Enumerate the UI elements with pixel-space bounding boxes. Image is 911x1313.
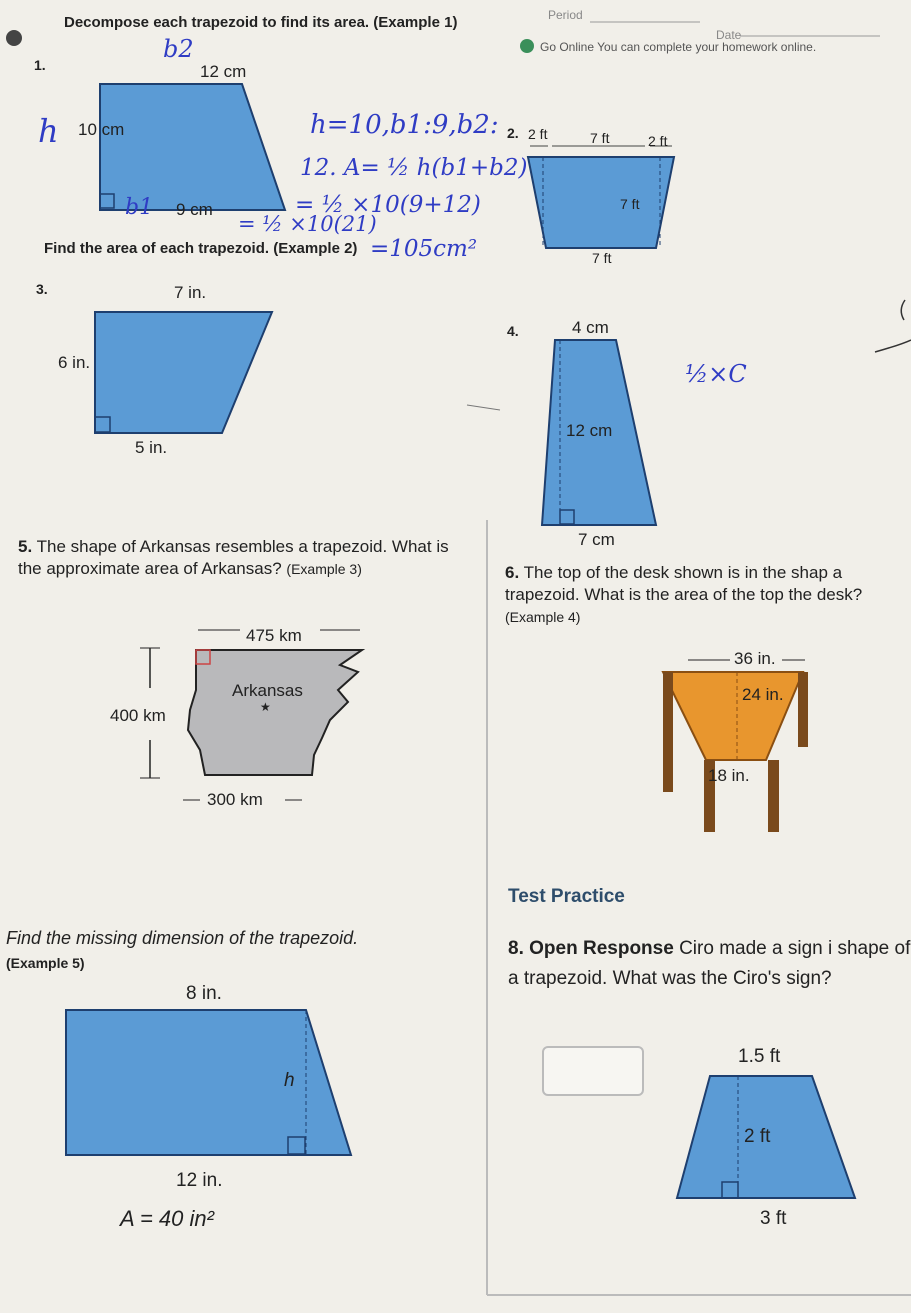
p8-bottom-label: 3 ft <box>760 1208 787 1229</box>
p2-bottom-label: 7 ft <box>592 250 612 266</box>
p3-height-label: 6 in. <box>58 353 91 372</box>
handwriting-line4: = ½ ×10(21) <box>238 212 377 236</box>
p3-top-label: 7 in. <box>174 283 207 302</box>
p2-mid-label: 7 ft <box>590 130 610 146</box>
p3-trapezoid <box>95 312 272 433</box>
handwriting-line1: h=10,b1:9,b2: <box>310 110 499 140</box>
p6-example: (Example 4) <box>505 609 581 625</box>
p7-example: (Example 5) <box>6 955 85 971</box>
handwriting-line2: 12. A= ½ h(b1+b2) <box>300 155 528 181</box>
problem-number: 8. <box>508 938 524 959</box>
p8-question <box>508 934 911 1029</box>
handwriting-line3: = ½ ×10(9+12) <box>295 192 481 218</box>
p6-text: The top of the desk shown is in the shap a trapezoid. What is the area of the top the desk? <box>505 563 863 604</box>
p8-height-label: 2 ft <box>744 1126 771 1147</box>
p6-height-label: 24 in. <box>742 685 784 704</box>
p4-bottom-label: 7 cm <box>578 530 615 549</box>
desk-leg-left <box>663 672 673 792</box>
handwriting-line5: =105cm² <box>370 236 478 262</box>
answer-box[interactable] <box>542 1046 644 1096</box>
date-label: Date <box>716 28 742 42</box>
p2-trapezoid <box>528 157 674 248</box>
p6-question <box>505 562 905 632</box>
handwriting-h: h <box>38 112 59 150</box>
p5-example: (Example 3) <box>286 561 362 577</box>
p5-question <box>18 536 458 580</box>
p1-height-label: 10 cm <box>78 120 125 139</box>
p3-bottom-label: 5 in. <box>135 438 168 457</box>
p4-top-label: 4 cm <box>572 318 609 337</box>
punch-hole-icon <box>6 30 22 46</box>
problem-number: 2. <box>507 125 519 141</box>
p7-area: A = 40 in² <box>120 1206 214 1231</box>
arkansas-shape <box>188 650 362 775</box>
p8-text: Ciro made a sign i shape of a trapezoid. What was the Ciro's sign? <box>508 938 911 989</box>
p8-title: Open Response <box>529 938 674 959</box>
p1-top-label: 12 cm <box>200 62 247 81</box>
p2-height-label: 7 ft <box>620 196 640 212</box>
p7-instruction: Find the missing dimension of the trapezoid. <box>6 928 359 948</box>
problem-number: 3. <box>36 281 48 297</box>
problem-number: 5. <box>18 537 33 556</box>
go-online-icon <box>520 39 534 53</box>
desk-leg-right <box>798 672 808 747</box>
p5-text: The shape of Arkansas resembles a trapezoid. What is the approximate area of Arkansas? <box>18 537 449 578</box>
p1-trapezoid <box>100 84 285 210</box>
go-online-text: Go Online You can complete your homework online. <box>540 40 817 54</box>
p6-top-label: 36 in. <box>734 649 776 668</box>
problem-number: 4. <box>507 323 519 339</box>
p2-right-label: 2 ft <box>648 133 668 149</box>
p7-height-label: h <box>284 1070 295 1091</box>
section2-instruction: Find the area of each trapezoid. (Example 2) <box>44 240 358 257</box>
p5-bottom-label: 300 km <box>207 790 263 809</box>
p7-bottom-label: 12 in. <box>176 1170 223 1191</box>
handwriting-side: ½×C <box>685 360 747 388</box>
p7-trapezoid <box>66 1010 351 1155</box>
handwriting-b1: b1 <box>125 195 154 220</box>
problem-number: 6. <box>505 563 520 582</box>
problem-number: 1. <box>34 57 46 73</box>
handwriting-b2: b2 <box>163 35 194 63</box>
test-practice-title: Test Practice <box>508 886 625 907</box>
section1-instruction: Decompose each trapezoid to find its area. (Example 1) <box>64 14 458 31</box>
p5-height-label: 400 km <box>110 706 166 725</box>
capital-star-icon: ★ <box>260 700 271 714</box>
p8-top-label: 1.5 ft <box>738 1046 781 1067</box>
arkansas-label: Arkansas <box>232 681 303 700</box>
p4-height-label: 12 cm <box>566 421 613 440</box>
p2-left-label: 2 ft <box>528 126 548 142</box>
p5-top-label: 475 km <box>246 626 302 645</box>
p1-bottom-label: 9 cm <box>176 200 213 219</box>
period-label: Period <box>548 8 583 22</box>
p6-bottom-label: 18 in. <box>708 766 750 785</box>
p7-top-label: 8 in. <box>186 983 222 1004</box>
